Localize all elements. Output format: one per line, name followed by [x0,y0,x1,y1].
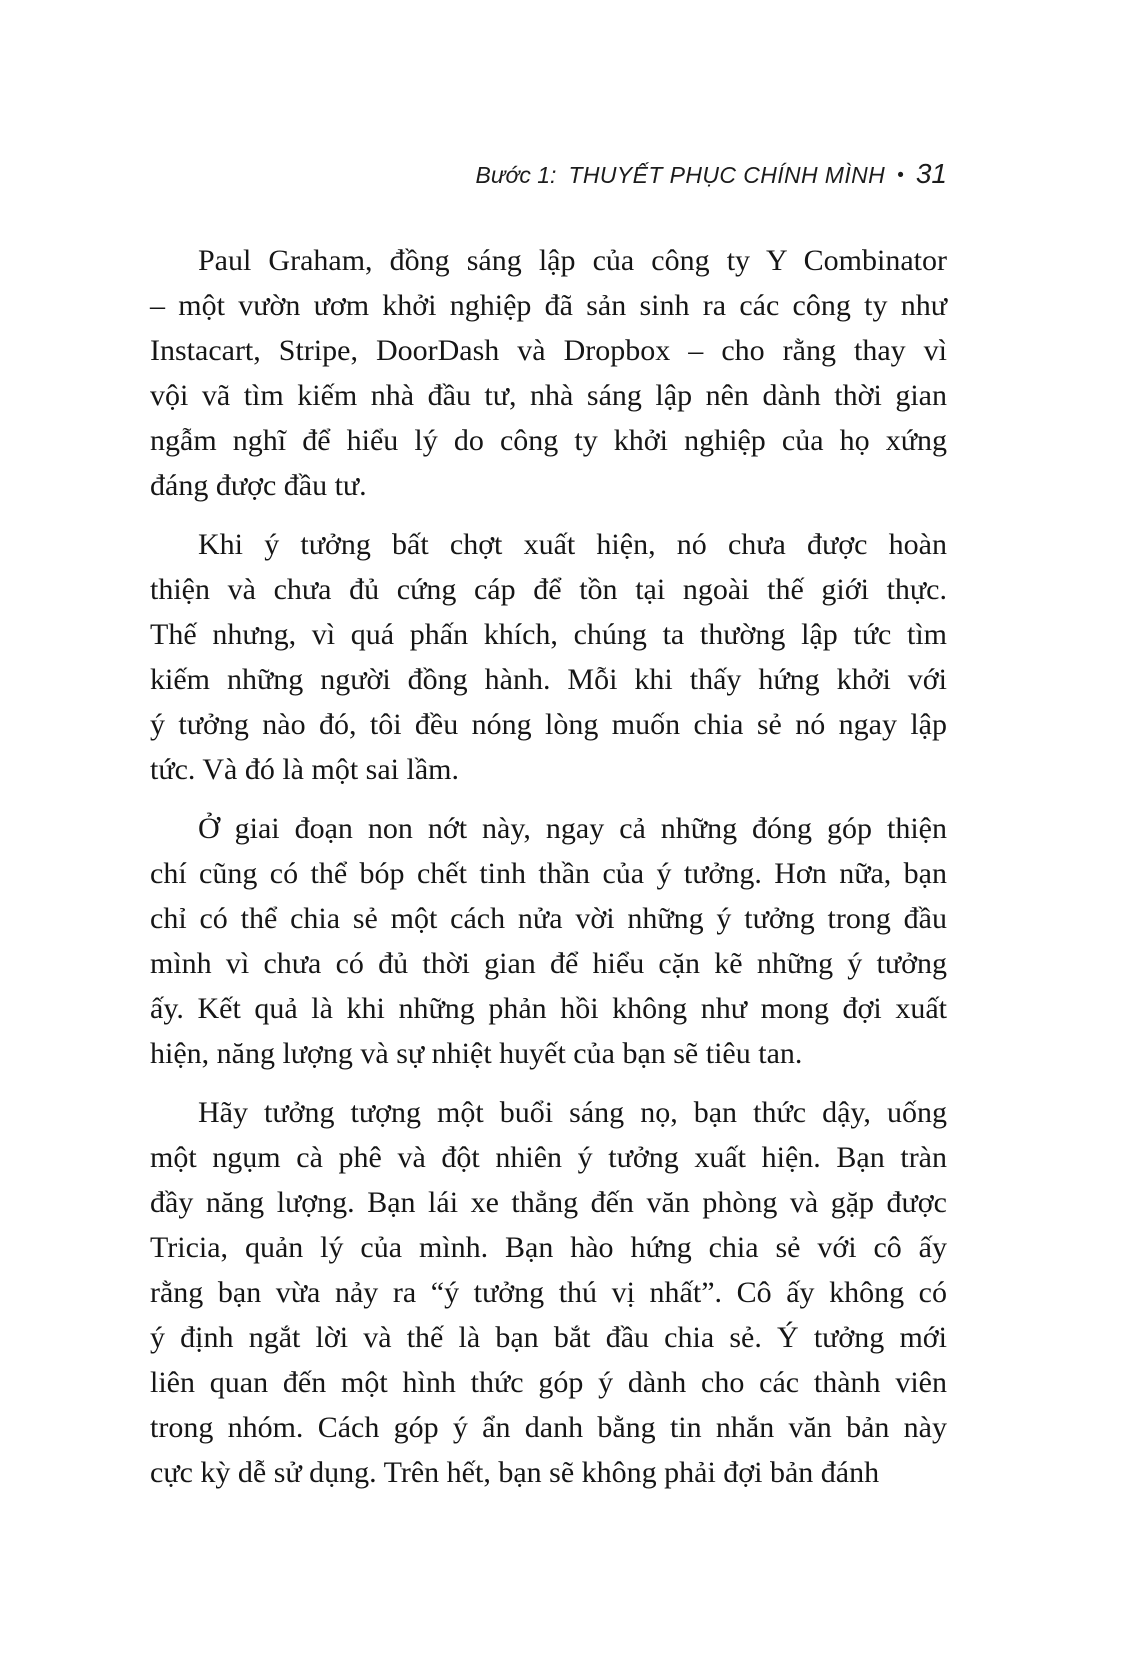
text-line: ý định ngắt lời và thế là bạn bắt đầu chia sẻ. Ý tưởng mới [150,1321,947,1354]
text-line: tức. Và đó là một sai lầm. [150,753,459,786]
text-line: Tricia, quản lý của mình. Bạn hào hứng chia sẻ với cô ấy [150,1231,947,1264]
separator-dot: • [897,165,904,186]
text-line: Ở giai đoạn non nớt này, ngay cả những đóng góp thiện [198,812,947,845]
text-line: Thế nhưng, vì quá phấn khích, chúng ta thường lập tức tìm [150,618,947,651]
text-line: thiện và chưa đủ cứng cáp để tồn tại ngoài thế giới thực. [150,573,947,606]
chapter-title: THUYẾT PHỤC CHÍNH MÌNH [568,162,886,188]
text-line: một ngụm cà phê và đột nhiên ý tưởng xuất hiện. Bạn tràn [150,1141,947,1174]
text-line: vội vã tìm kiếm nhà đầu tư, nhà sáng lập nên dành thời gian [150,379,947,412]
text-line: Instacart, Stripe, DoorDash và Dropbox – cho rằng thay vì [150,334,947,367]
text-line: – một vườn ươm khởi nghiệp đã sản sinh ra các công ty như [150,289,947,322]
paragraph [150,238,947,508]
text-line: Hãy tưởng tượng một buổi sáng nọ, bạn thức dậy, uống [198,1096,947,1129]
text-line: Paul Graham, đồng sáng lập của công ty Y Combinator [198,244,947,277]
text-line: trong nhóm. Cách góp ý ẩn danh bằng tin nhắn văn bản này [150,1411,947,1444]
paragraph [150,522,947,792]
text-line: ngẫm nghĩ để hiểu lý do công ty khởi nghiệp của họ xứng [150,424,947,457]
paragraph [150,1090,947,1495]
text-line: kiếm những người đồng hành. Mỗi khi thấy hứng khởi với [150,663,947,696]
running-header [150,158,947,190]
text-line: Khi ý tưởng bất chợt xuất hiện, nó chưa được hoàn [198,528,947,561]
text-line: chỉ có thể chia sẻ một cách nửa vời những ý tưởng trong đầu [150,902,947,935]
text-line: liên quan đến một hình thức góp ý dành cho các thành viên [150,1366,947,1399]
page-number: 31 [915,158,947,189]
text-line: đầy năng lượng. Bạn lái xe thẳng đến văn phòng và gặp được [150,1186,947,1219]
page-body [150,238,947,1509]
text-line: ấy. Kết quả là khi những phản hồi không như mong đợi xuất [150,992,947,1025]
text-line: cực kỳ dễ sử dụng. Trên hết, bạn sẽ không phải đợi bản đánh [150,1456,880,1489]
text-line: hiện, năng lượng và sự nhiệt huyết của bạn sẽ tiêu tan. [150,1037,803,1070]
text-line: chí cũng có thể bóp chết tinh thần của ý tưởng. Hơn nữa, bạn [150,857,947,890]
text-line: mình vì chưa có đủ thời gian để hiểu cặn kẽ những ý tưởng [150,947,947,980]
chapter-label: Bước 1: [475,162,557,188]
text-line: đáng được đầu tư. [150,469,367,502]
text-line: ý tưởng nào đó, tôi đều nóng lòng muốn chia sẻ nó ngay lập [150,708,947,741]
paragraph [150,806,947,1076]
text-line: rằng bạn vừa nảy ra “ý tưởng thú vị nhất”. Cô ấy không có [150,1276,947,1309]
